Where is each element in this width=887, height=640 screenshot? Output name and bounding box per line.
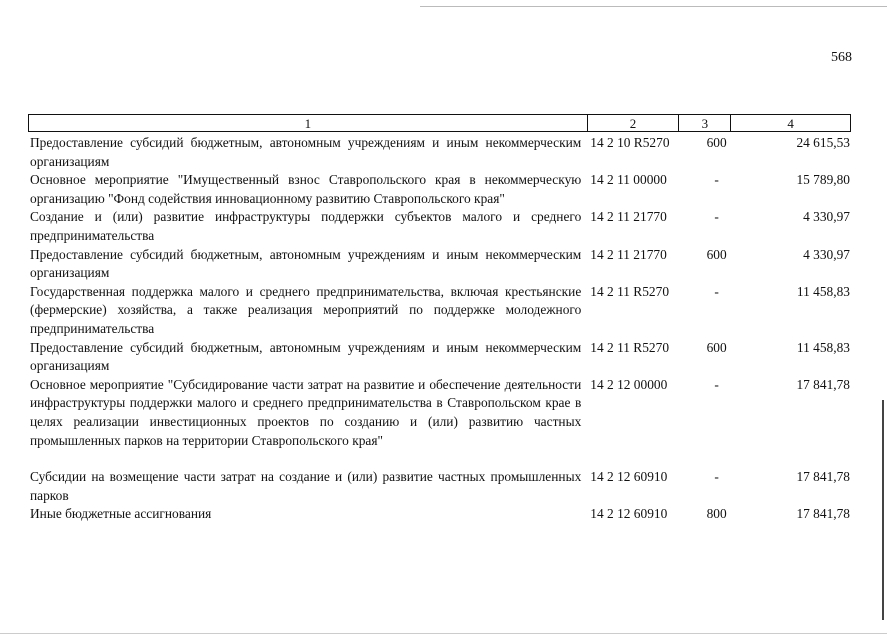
row-name: Иные бюджетные ассигнования bbox=[30, 506, 212, 522]
table-row bbox=[30, 339, 850, 376]
row-expense-type: 800 bbox=[706, 506, 727, 522]
row-code: 14 2 11 R5270 bbox=[590, 283, 670, 299]
column-header-4: 4 bbox=[787, 116, 794, 131]
row-name: Предоставление субсидий бюджетным, автономным учреждениям и иным некоммерческим организациям bbox=[30, 339, 582, 374]
row-code: 14 2 11 21770 bbox=[590, 246, 667, 262]
row-sum: 11 458,83 bbox=[796, 339, 850, 355]
row-name: Основное мероприятие "Субсидирование части затрат на развитие и обеспечение деятельности инфраструктуры поддержки малого и среднего предпринимательства в Ставропольском крае в целях реализации инвестиционных проектов по созданию и (или) развитию частных промышленных парков на территории Ставропольского края" bbox=[30, 376, 582, 448]
page-number: 568 bbox=[831, 50, 852, 65]
row-code: 14 2 12 60910 bbox=[590, 506, 668, 522]
row-spacer bbox=[30, 450, 850, 468]
table-row bbox=[30, 134, 850, 171]
row-code: 14 2 11 00000 bbox=[590, 172, 667, 188]
row-code: 14 2 11 R5270 bbox=[590, 339, 670, 355]
scan-artifact-edge bbox=[882, 400, 884, 620]
row-expense-type: 600 bbox=[706, 339, 727, 355]
row-sum: 17 841,78 bbox=[796, 469, 850, 485]
row-expense-type: 600 bbox=[706, 135, 727, 150]
row-expense-type: 600 bbox=[706, 246, 727, 262]
table-body bbox=[30, 134, 850, 524]
table-row bbox=[30, 283, 850, 339]
row-sum: 17 841,78 bbox=[796, 506, 850, 522]
table-row bbox=[30, 171, 850, 208]
scan-artifact-top bbox=[420, 6, 887, 7]
row-sum: 4 330,97 bbox=[803, 246, 850, 262]
row-sum: 15 789,80 bbox=[796, 172, 850, 188]
row-sum: 4 330,97 bbox=[803, 209, 850, 225]
row-sum: 11 458,83 bbox=[796, 283, 850, 299]
row-expense-type: - bbox=[714, 172, 719, 188]
row-name: Субсидии на возмещение части затрат на создание и (или) развитие частных промышленных парков bbox=[30, 469, 582, 503]
row-code: 14 2 10 R5270 bbox=[590, 135, 670, 150]
table-row bbox=[30, 246, 850, 283]
row-expense-type: - bbox=[714, 209, 719, 225]
column-header-1: 1 bbox=[29, 115, 588, 131]
row-code: 14 2 12 00000 bbox=[590, 376, 668, 392]
row-name: Предоставление субсидий бюджетным, автономным учреждениям и иным некоммерческим организациям bbox=[30, 246, 582, 281]
row-sum: 17 841,78 bbox=[796, 376, 850, 392]
row-code: 14 2 11 21770 bbox=[590, 209, 667, 225]
table-row bbox=[30, 208, 850, 245]
row-expense-type: - bbox=[714, 376, 719, 392]
column-header-3: 3 bbox=[679, 115, 731, 131]
row-expense-type: - bbox=[714, 469, 719, 485]
row-code: 14 2 12 60910 bbox=[590, 469, 668, 485]
row-name: Государственная поддержка малого и среднего предпринимательства, включая крестьянские (фермерские) хозяйства, а также реализация мероприятий по поддержке молодежного предпринимательства bbox=[30, 283, 582, 336]
row-name: Создание и (или) развитие инфраструктуры поддержки субъектов малого и среднего предпринимательства bbox=[30, 209, 582, 243]
table-row bbox=[30, 376, 850, 450]
row-sum: 24 615,53 bbox=[796, 135, 850, 150]
table-row bbox=[30, 468, 850, 505]
row-name: Основное мероприятие "Имущественный взнос Ставропольского края в некоммерческую организацию "Фонд содействия инновационному развитию Ставропольского края" bbox=[30, 172, 582, 206]
table-header bbox=[28, 114, 851, 132]
scan-artifact-bottom bbox=[0, 633, 887, 634]
column-header-2: 2 bbox=[588, 115, 680, 131]
table-row bbox=[30, 505, 850, 524]
row-name: Предоставление субсидий бюджетным, автономным учреждениям и иным некоммерческим организациям bbox=[30, 135, 582, 169]
row-expense-type: - bbox=[714, 283, 719, 299]
